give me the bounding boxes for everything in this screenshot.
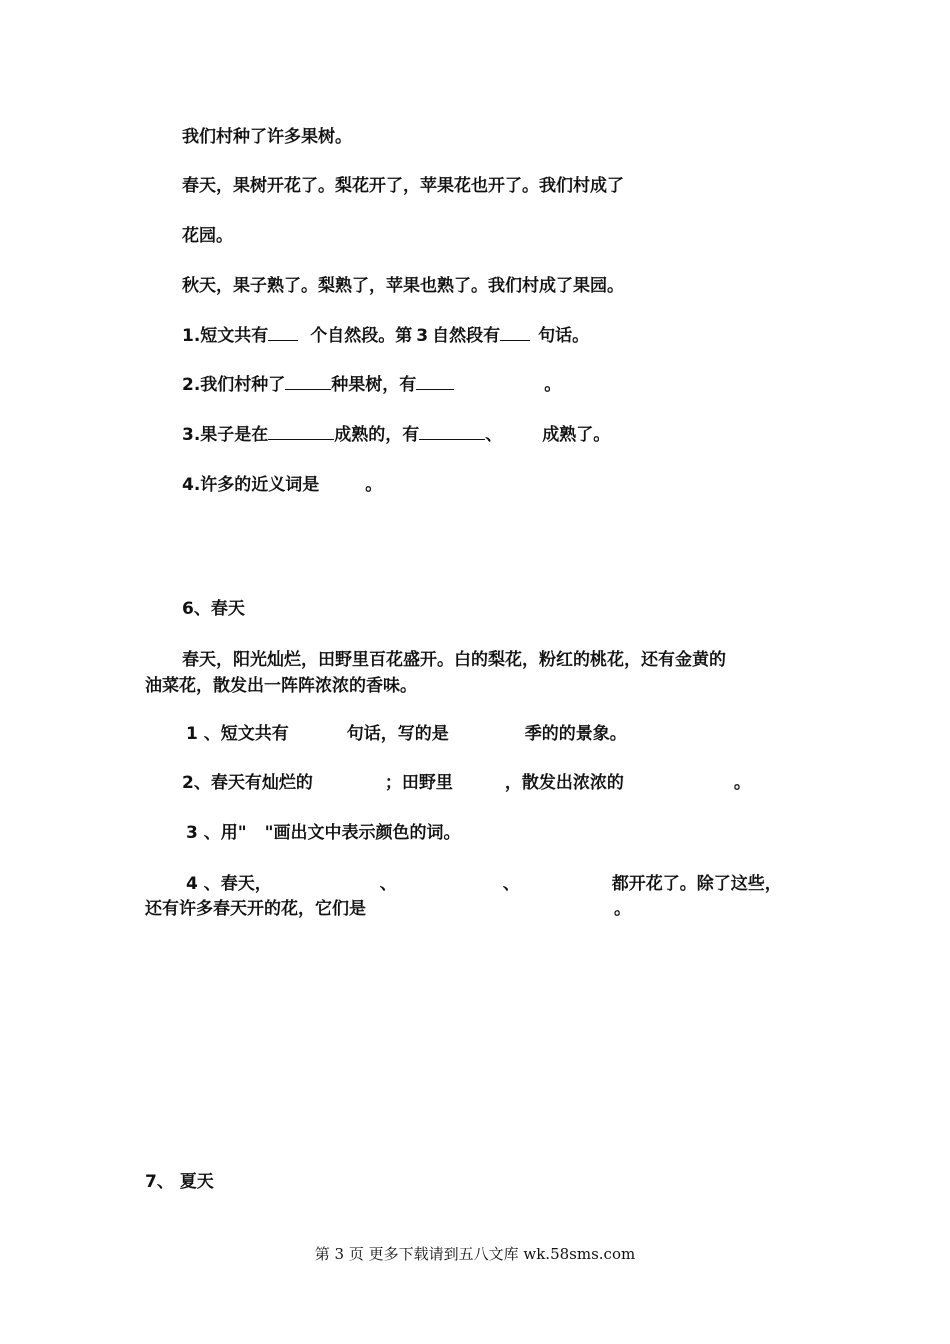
- q1-text-a: 1 、短文共有: [186, 724, 289, 744]
- passage5-line2: 春天，果树开花了。梨花开了，苹果花也开了。我们村成了: [182, 176, 624, 196]
- passage6-question-2: [182, 771, 751, 795]
- q3-text-a: 3 、用": [186, 823, 247, 843]
- q4-text-b: 。: [365, 475, 383, 495]
- q4-text-d: 都开花了。除了这些，: [611, 874, 782, 894]
- answer-blank: [285, 373, 331, 390]
- q4-text-c: 、: [502, 874, 520, 894]
- passage5-question-3: [182, 423, 610, 447]
- passage5-line4: 秋天，果子熟了。梨熟了，苹果也熟了。我们村成了果园。: [182, 276, 624, 296]
- passage6-question-4-continued: [145, 897, 631, 921]
- passage7-heading: 7、 夏天: [145, 1172, 214, 1192]
- q2-text-b: 种果树，有: [331, 375, 417, 395]
- q1-text-c: 季的的景象。: [524, 724, 627, 744]
- q2-text-a: 2.我们村种了: [182, 375, 286, 395]
- q2-text-a: 2、春天有灿烂的: [182, 773, 313, 793]
- passage5-question-2: [182, 373, 561, 397]
- passage5-line1: 我们村种了许多果树。: [182, 127, 352, 147]
- answer-blank: [268, 423, 334, 440]
- answer-blank: [416, 373, 454, 390]
- passage6-question-1: [186, 722, 627, 746]
- q1-number: 3: [416, 326, 429, 346]
- answer-blank: [268, 324, 298, 341]
- q4-text-e: 还有许多春天开的花，它们是: [145, 899, 366, 919]
- answer-blank: [419, 423, 485, 440]
- q4-text-f: 。: [614, 899, 631, 919]
- answer-blank: [500, 324, 530, 341]
- q2-text-c: ，散发出浓浓的: [504, 773, 624, 793]
- passage6-question-4: [186, 872, 782, 896]
- passage6-paragraph-line1: 春天，阳光灿烂，田野里百花盛开。白的梨花，粉红的桃花，还有金黄的: [182, 650, 726, 670]
- q3-text-d: 成熟了。: [542, 425, 611, 445]
- q3-text-b: "画出文中表示颜色的词。: [264, 823, 461, 843]
- passage5-question-1: [182, 324, 589, 348]
- q3-text-b: 成熟的，有: [334, 425, 420, 445]
- q4-text-b: 、: [379, 874, 397, 894]
- q2-text-d: 。: [733, 773, 751, 793]
- q1-text-c: 自然段有: [432, 326, 501, 346]
- q1-text-b: 个自然段。第: [310, 326, 413, 346]
- passage5-line3: 花园。: [182, 226, 233, 246]
- passage6-heading: 6、春天: [182, 599, 245, 619]
- q2-text-b: ；田野里: [384, 773, 453, 793]
- q4-text-a: 4 、春天，: [186, 874, 272, 894]
- q1-text-b: 句话，写的是: [346, 724, 449, 744]
- q1-text-d: 句话。: [538, 326, 590, 346]
- q1-text-a: 1.短文共有: [182, 326, 269, 346]
- passage6-question-3: [186, 821, 460, 845]
- passage5-question-4: [182, 473, 382, 497]
- q2-text-c: 。: [544, 375, 562, 395]
- passage6-paragraph-line2: 油菜花，散发出一阵阵浓浓的香味。: [145, 676, 417, 696]
- q3-text-c: 、: [485, 425, 503, 445]
- q3-text-a: 3.果子是在: [182, 425, 269, 445]
- q4-text-a: 4.许多的近义词是: [182, 475, 320, 495]
- page-footer: 第 3 页 更多下载请到五八文库 wk.58sms.com: [314, 1245, 636, 1263]
